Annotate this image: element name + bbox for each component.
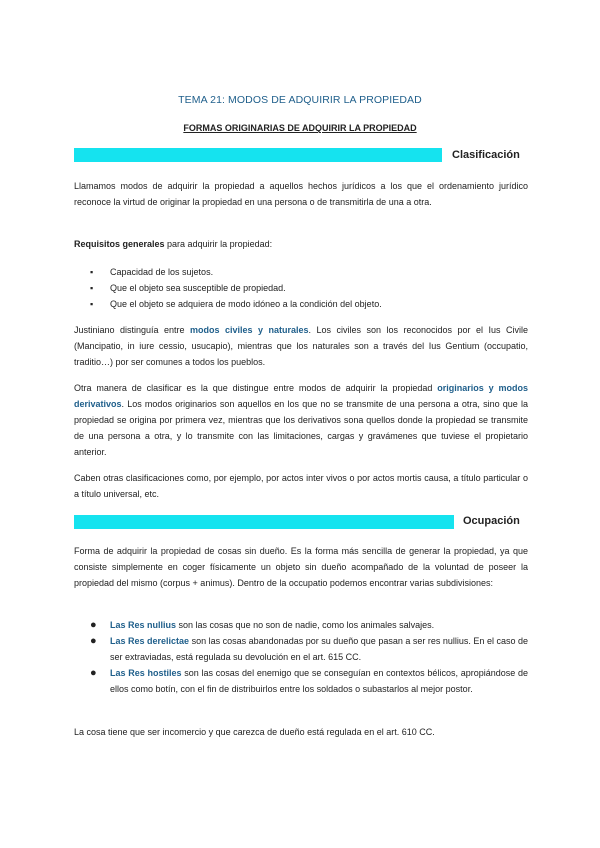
paragraph-final: La cosa tiene que ser incomercio y que carezca de dueño está regulada en el art. 610 CC. — [74, 727, 435, 737]
list-item: ▪ Capacidad de los sujetos. — [74, 264, 528, 280]
list-item: ● Las Res hostiles son las cosas del enemigo que se conseguían en contextos bélicos, apropiándose de ellos como botín, con el fin de distribuirlos entre los soldados o subastarlos al mejor postor. — [90, 667, 528, 694]
list-item: ▪ Que el objeto sea susceptible de propiedad. — [74, 280, 528, 296]
list-item: ● Las Res nullius son las cosas que no son de nadie, como los animales salvajes. — [90, 619, 435, 631]
section-heading-ocupacion: Ocupación — [463, 515, 520, 527]
paragraph-requisitos — [74, 236, 528, 252]
paragraph-originarios: Otra manera de clasificar es la que distingue entre modos de adquirir la propiedad originarios y modos derivativos. Los modos originarios son aquellos en los que no se transmite de una persona a otra, sino que la propiedad se origina por primera vez, mientras que los derivativos sona quellos donde la propiedad se transmite de una persona a otra, y lo transmite con las limitaciones, cargas y gravámenes que tuviese el propietario anterior. — [74, 383, 529, 457]
paragraph-ocupacion: Forma de adquirir la propiedad de cosas sin dueño. Es la forma más sencilla de generar la propiedad, ya que consiste simplemente en coger físicamente un objeto sin dueño acompañado de la voluntad de poseer la propiedad del mismo (corpus + animus). Dentro de la occupatio podemos encontrar varias subdivisiones: — [74, 546, 528, 588]
paragraph-justiniano: Justiniano distinguía entre modos civiles y naturales. Los civiles son los reconocidos por el Ius Civile (Mancipatio, in iure cessio, usucapio), mientras que los naturales son a través del Ius Gentium (occupatio, traditio…) por ser comunes a todos los pueblos. — [74, 325, 529, 367]
section-bar-ocupacion — [74, 515, 454, 529]
bullet-icon: ● — [90, 635, 97, 647]
requisitos-label: Requisitos generales — [74, 239, 165, 249]
bullet-icon: ▪ — [90, 283, 94, 293]
requisitos-text: para adquirir la propiedad: — [164, 239, 273, 249]
requisitos-list — [74, 264, 528, 312]
term-originarios: originarios y modos derivativos — [74, 383, 529, 409]
document-title: TEMA 21: MODOS DE ADQUIRIR LA PROPIEDAD — [178, 94, 422, 106]
bullet-icon: ● — [90, 619, 97, 631]
paragraph-otras: Caben otras clasificaciones como, por ejemplo, por actos inter vivos o por actos mortis causa, a título particular o a título universal, etc. — [74, 473, 528, 499]
ocupacion-list — [74, 617, 528, 697]
section-heading-clasificacion: Clasificación — [452, 149, 520, 161]
paragraph-definicion: Llamamos modos de adquirir la propiedad a aquellos hechos jurídicos a los que el ordenamiento jurídico reconoce la virtud de originar la propiedad en una persona o de transmitirla de una a otra. — [74, 181, 528, 207]
document-subtitle: FORMAS ORIGINARIAS DE ADQUIRIR LA PROPIEDAD — [183, 123, 417, 133]
bullet-icon: ● — [90, 667, 97, 679]
bullet-icon: ▪ — [90, 299, 94, 309]
bullet-icon: ▪ — [90, 267, 94, 277]
term-modos-civiles: modos civiles y naturales — [190, 325, 309, 335]
list-item: ● Las Res derelictae son las cosas abandonadas por su dueño que pasan a ser res nullius. En el caso de ser extraviadas, está regulada su devolución en el art. 615 CC. — [90, 635, 528, 662]
list-item: ▪ Que el objeto se adquiera de modo idóneo a la condición del objeto. — [74, 296, 528, 312]
section-bar-clasificacion — [74, 148, 442, 162]
